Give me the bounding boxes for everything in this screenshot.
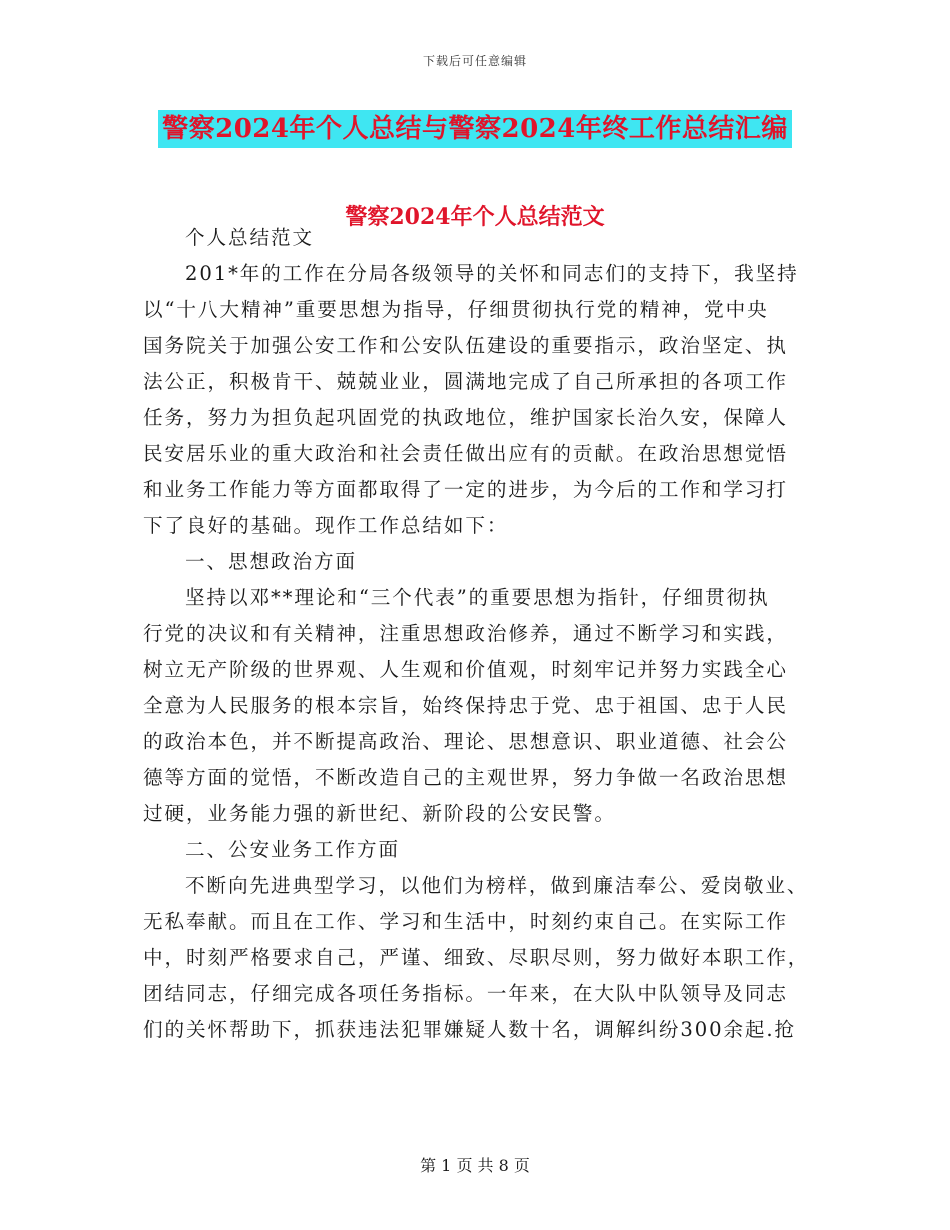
body-line: 团结同志，仔细完成各项任务指标。一年来，在大队中队领导及同志 xyxy=(143,982,788,1005)
body-line: 以“十八大精神”重要思想为指导，仔细贯彻执行党的精神，党中央 xyxy=(143,298,769,321)
main-title: 警察2024年个人总结与警察2024年终工作总结汇编 xyxy=(158,110,792,148)
body-line: 和业务工作能力等方面都取得了一定的进步，为今后的工作和学习打 xyxy=(143,478,788,501)
body-line: 不断向先进典型学习，以他们为榜样，做到廉洁奉公、爱岗敬业、 xyxy=(185,874,809,897)
body-line: 全意为人民服务的根本宗旨，始终保持忠于党、忠于祖国、忠于人民 xyxy=(143,694,788,717)
body-line: 德等方面的觉悟，不断改造自己的主观世界，努力争做一名政治思想 xyxy=(143,766,788,789)
body-line: 国务院关于加强公安工作和公安队伍建设的重要指示，政治坚定、执 xyxy=(143,334,788,357)
body-line: 个人总结范文 xyxy=(185,226,314,249)
body-line: 201*年的工作在分局各级领导的关怀和同志们的支持下，我坚持 xyxy=(185,262,799,285)
body-line: 任务，努力为担负起巩固党的执政地位，维护国家长治久安，保障人 xyxy=(143,406,788,429)
body-line: 民安居乐业的重大政治和社会责任做出应有的贡献。在政治思想觉悟 xyxy=(143,442,788,465)
document-body xyxy=(143,220,813,1048)
body-line: 树立无产阶级的世界观、人生观和价值观，时刻牢记并努力实践全心 xyxy=(143,658,788,681)
body-line: 行党的决议和有关精神，注重思想政治修养，通过不断学习和实践， xyxy=(143,622,788,645)
page-header-note: 下载后可任意编辑 xyxy=(422,54,527,68)
sub-title: 警察2024年个人总结范文 xyxy=(345,204,605,230)
body-line: 无私奉献。而且在工作、学习和生活中，时刻约束自己。在实际工作 xyxy=(143,910,788,933)
body-line: 法公正，积极肯干、兢兢业业，圆满地完成了自己所承担的各项工作 xyxy=(143,370,788,393)
body-line: 过硬，业务能力强的新世纪、新阶段的公安民警。 xyxy=(143,802,616,825)
body-line: 二、公安业务工作方面 xyxy=(185,838,400,861)
body-line: 坚持以邓**理论和“三个代表”的重要思想为指针，仔细贯彻执 xyxy=(185,586,770,609)
body-line: 中，时刻严格要求自己，严谨、细致、尽职尽则，努力做好本职工作， xyxy=(143,946,810,969)
body-line: 一、思想政治方面 xyxy=(185,550,357,573)
body-line: 下了良好的基础。现作工作总结如下： xyxy=(143,514,509,537)
page-footer: 第 1 页 共 8 页 xyxy=(420,1156,530,1175)
body-line: 的政治本色，并不断提高政治、理论、思想意识、职业道德、社会公 xyxy=(143,730,788,753)
main-title-container xyxy=(0,110,950,148)
body-line: 们的关怀帮助下，抓获违法犯罪嫌疑人数十名，调解纠纷300余起.抢 xyxy=(143,1018,797,1041)
